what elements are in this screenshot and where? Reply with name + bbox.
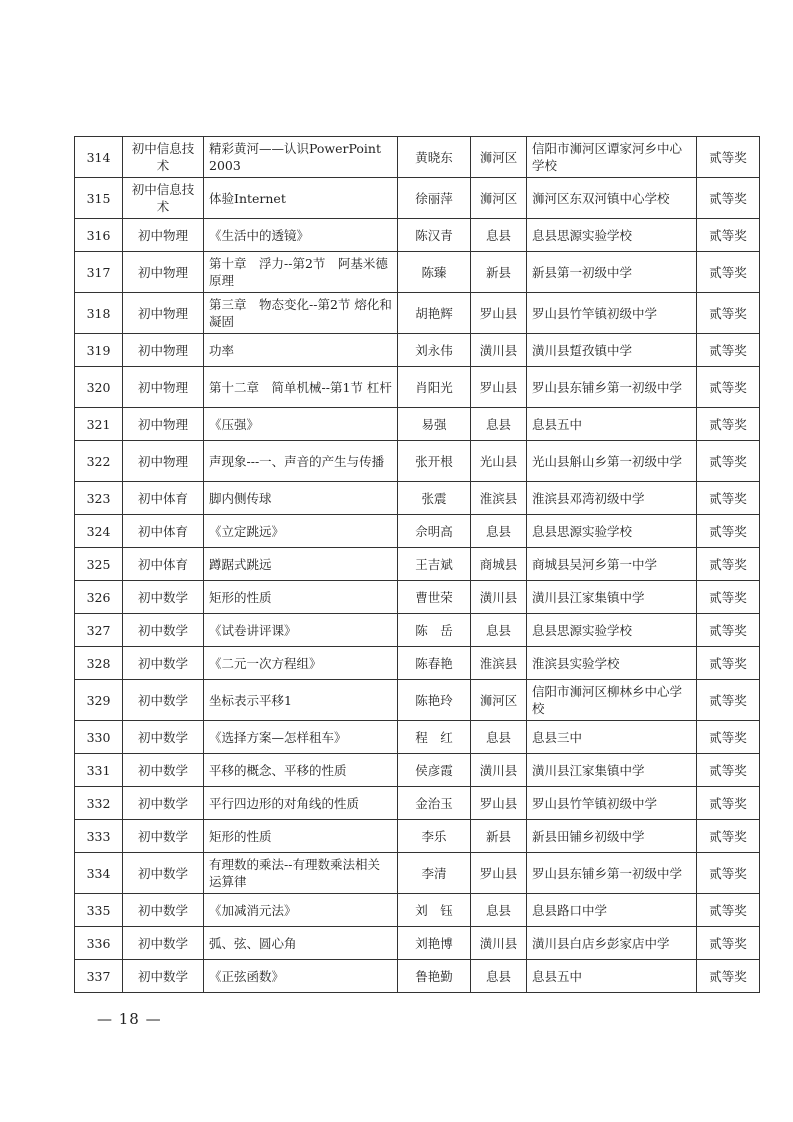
subject-cell: 初中体育 [123, 482, 204, 515]
teacher-name-cell: 张开根 [398, 441, 471, 482]
award-cell: 贰等奖 [697, 581, 760, 614]
teacher-name-cell: 陈 岳 [398, 614, 471, 647]
table-row [75, 293, 760, 334]
school-cell: 息县五中 [527, 960, 697, 993]
row-number: 318 [75, 293, 123, 334]
school-cell: 商城县吴河乡第一中学 [527, 548, 697, 581]
district-cell: 息县 [471, 614, 527, 647]
school-cell: 息县思源实验学校 [527, 515, 697, 548]
subject-cell: 初中物理 [123, 441, 204, 482]
district-cell: 新县 [471, 820, 527, 853]
teacher-name-cell: 易强 [398, 408, 471, 441]
row-number: 320 [75, 367, 123, 408]
lesson-title-cell: 精彩黄河——认识PowerPoint 2003 [204, 137, 398, 178]
table-row [75, 137, 760, 178]
district-cell: 潢川县 [471, 927, 527, 960]
row-number: 328 [75, 647, 123, 680]
teacher-name-cell: 佘明高 [398, 515, 471, 548]
school-cell: 潢川县江家集镇中学 [527, 754, 697, 787]
subject-cell: 初中体育 [123, 515, 204, 548]
district-cell: 淮滨县 [471, 482, 527, 515]
school-cell: 信阳市浉河区谭家河乡中心学校 [527, 137, 697, 178]
lesson-title-cell: 脚内侧传球 [204, 482, 398, 515]
table-row [75, 548, 760, 581]
row-number: 319 [75, 334, 123, 367]
subject-cell: 初中物理 [123, 334, 204, 367]
row-number: 335 [75, 894, 123, 927]
district-cell: 罗山县 [471, 293, 527, 334]
award-cell: 贰等奖 [697, 721, 760, 754]
school-cell: 息县思源实验学校 [527, 219, 697, 252]
subject-cell: 初中数学 [123, 853, 204, 894]
teacher-name-cell: 陈春艳 [398, 647, 471, 680]
subject-cell: 初中数学 [123, 680, 204, 721]
award-cell: 贰等奖 [697, 787, 760, 820]
teacher-name-cell: 李清 [398, 853, 471, 894]
teacher-name-cell: 侯彦霞 [398, 754, 471, 787]
awards-table-body [75, 137, 760, 993]
district-cell: 息县 [471, 219, 527, 252]
subject-cell: 初中物理 [123, 219, 204, 252]
teacher-name-cell: 胡艳辉 [398, 293, 471, 334]
award-cell: 贰等奖 [697, 927, 760, 960]
row-number: 324 [75, 515, 123, 548]
table-row [75, 754, 760, 787]
district-cell: 息县 [471, 721, 527, 754]
lesson-title-cell: 体验Internet [204, 178, 398, 219]
district-cell: 商城县 [471, 548, 527, 581]
row-number: 316 [75, 219, 123, 252]
table-row [75, 680, 760, 721]
lesson-title-cell: 蹲踞式跳远 [204, 548, 398, 581]
teacher-name-cell: 刘永伟 [398, 334, 471, 367]
district-cell: 浉河区 [471, 137, 527, 178]
row-number: 330 [75, 721, 123, 754]
table-row [75, 614, 760, 647]
row-number: 334 [75, 853, 123, 894]
lesson-title-cell: 功率 [204, 334, 398, 367]
row-number: 315 [75, 178, 123, 219]
row-number: 326 [75, 581, 123, 614]
school-cell: 罗山县竹竿镇初级中学 [527, 787, 697, 820]
teacher-name-cell: 张震 [398, 482, 471, 515]
award-cell: 贰等奖 [697, 334, 760, 367]
school-cell: 新县田铺乡初级中学 [527, 820, 697, 853]
award-cell: 贰等奖 [697, 548, 760, 581]
award-cell: 贰等奖 [697, 293, 760, 334]
row-number: 337 [75, 960, 123, 993]
subject-cell: 初中数学 [123, 927, 204, 960]
teacher-name-cell: 黄晓东 [398, 137, 471, 178]
teacher-name-cell: 刘艳博 [398, 927, 471, 960]
district-cell: 息县 [471, 515, 527, 548]
table-row [75, 367, 760, 408]
lesson-title-cell: 《压强》 [204, 408, 398, 441]
teacher-name-cell: 王吉斌 [398, 548, 471, 581]
row-number: 332 [75, 787, 123, 820]
lesson-title-cell: 《选择方案—怎样租车》 [204, 721, 398, 754]
award-cell: 贰等奖 [697, 441, 760, 482]
row-number: 331 [75, 754, 123, 787]
award-cell: 贰等奖 [697, 515, 760, 548]
teacher-name-cell: 鲁艳勤 [398, 960, 471, 993]
subject-cell: 初中数学 [123, 960, 204, 993]
row-number: 327 [75, 614, 123, 647]
school-cell: 息县路口中学 [527, 894, 697, 927]
award-cell: 贰等奖 [697, 408, 760, 441]
school-cell: 光山县斛山乡第一初级中学 [527, 441, 697, 482]
row-number: 336 [75, 927, 123, 960]
subject-cell: 初中数学 [123, 894, 204, 927]
lesson-title-cell: 坐标表示平移1 [204, 680, 398, 721]
district-cell: 淮滨县 [471, 647, 527, 680]
subject-cell: 初中数学 [123, 754, 204, 787]
lesson-title-cell: 平移的概念、平移的性质 [204, 754, 398, 787]
table-row [75, 178, 760, 219]
school-cell: 潢川县江家集镇中学 [527, 581, 697, 614]
teacher-name-cell: 陈艳玲 [398, 680, 471, 721]
school-cell: 新县第一初级中学 [527, 252, 697, 293]
row-number: 333 [75, 820, 123, 853]
district-cell: 光山县 [471, 441, 527, 482]
subject-cell: 初中物理 [123, 252, 204, 293]
row-number: 317 [75, 252, 123, 293]
award-cell: 贰等奖 [697, 137, 760, 178]
school-cell: 息县五中 [527, 408, 697, 441]
district-cell: 潢川县 [471, 581, 527, 614]
lesson-title-cell: 矩形的性质 [204, 581, 398, 614]
lesson-title-cell: 矩形的性质 [204, 820, 398, 853]
lesson-title-cell: 第十二章 简单机械--第1节 杠杆 [204, 367, 398, 408]
subject-cell: 初中数学 [123, 721, 204, 754]
district-cell: 息县 [471, 894, 527, 927]
teacher-name-cell: 陈汉青 [398, 219, 471, 252]
lesson-title-cell: 平行四边形的对角线的性质 [204, 787, 398, 820]
lesson-title-cell: 《正弦函数》 [204, 960, 398, 993]
teacher-name-cell: 陈臻 [398, 252, 471, 293]
teacher-name-cell: 曹世荣 [398, 581, 471, 614]
district-cell: 罗山县 [471, 787, 527, 820]
lesson-title-cell: 弧、弦、圆心角 [204, 927, 398, 960]
table-row [75, 581, 760, 614]
table-row [75, 441, 760, 482]
table-row [75, 820, 760, 853]
district-cell: 罗山县 [471, 853, 527, 894]
district-cell: 罗山县 [471, 367, 527, 408]
subject-cell: 初中数学 [123, 614, 204, 647]
teacher-name-cell: 刘 钰 [398, 894, 471, 927]
table-row [75, 721, 760, 754]
row-number: 322 [75, 441, 123, 482]
subject-cell: 初中物理 [123, 408, 204, 441]
subject-cell: 初中信息技术 [123, 178, 204, 219]
school-cell: 罗山县竹竿镇初级中学 [527, 293, 697, 334]
lesson-title-cell: 有理数的乘法--有理数乘法相关运算律 [204, 853, 398, 894]
school-cell: 潢川县白店乡彭家店中学 [527, 927, 697, 960]
award-cell: 贰等奖 [697, 252, 760, 293]
row-number: 325 [75, 548, 123, 581]
teacher-name-cell: 程 红 [398, 721, 471, 754]
school-cell: 潢川县踅孜镇中学 [527, 334, 697, 367]
district-cell: 息县 [471, 408, 527, 441]
subject-cell: 初中数学 [123, 581, 204, 614]
lesson-title-cell: 《二元一次方程组》 [204, 647, 398, 680]
table-row [75, 482, 760, 515]
award-cell: 贰等奖 [697, 960, 760, 993]
table-row [75, 408, 760, 441]
teacher-name-cell: 肖阳光 [398, 367, 471, 408]
school-cell: 信阳市浉河区柳林乡中心学校 [527, 680, 697, 721]
district-cell: 息县 [471, 960, 527, 993]
award-cell: 贰等奖 [697, 367, 760, 408]
teacher-name-cell: 金治玉 [398, 787, 471, 820]
awards-table [74, 136, 760, 993]
table-row [75, 927, 760, 960]
subject-cell: 初中数学 [123, 647, 204, 680]
table-row [75, 252, 760, 293]
table-row [75, 334, 760, 367]
lesson-title-cell: 第十章 浮力--第2节 阿基米德原理 [204, 252, 398, 293]
row-number: 321 [75, 408, 123, 441]
award-cell: 贰等奖 [697, 820, 760, 853]
lesson-title-cell: 《立定跳远》 [204, 515, 398, 548]
award-cell: 贰等奖 [697, 853, 760, 894]
teacher-name-cell: 徐丽萍 [398, 178, 471, 219]
table-row [75, 515, 760, 548]
district-cell: 潢川县 [471, 334, 527, 367]
subject-cell: 初中数学 [123, 820, 204, 853]
school-cell: 息县思源实验学校 [527, 614, 697, 647]
school-cell: 息县三中 [527, 721, 697, 754]
lesson-title-cell: 《加减消元法》 [204, 894, 398, 927]
lesson-title-cell: 《试卷讲评课》 [204, 614, 398, 647]
table-row [75, 219, 760, 252]
district-cell: 潢川县 [471, 754, 527, 787]
page-number: — 18 — [97, 1010, 162, 1028]
lesson-title-cell: 声现象---一、声音的产生与传播 [204, 441, 398, 482]
row-number: 314 [75, 137, 123, 178]
award-cell: 贰等奖 [697, 219, 760, 252]
table-row [75, 787, 760, 820]
award-cell: 贰等奖 [697, 647, 760, 680]
row-number: 329 [75, 680, 123, 721]
award-cell: 贰等奖 [697, 178, 760, 219]
lesson-title-cell: 第三章 物态变化--第2节 熔化和凝固 [204, 293, 398, 334]
subject-cell: 初中信息技术 [123, 137, 204, 178]
table-row [75, 894, 760, 927]
school-cell: 浉河区东双河镇中心学校 [527, 178, 697, 219]
award-cell: 贰等奖 [697, 614, 760, 647]
subject-cell: 初中物理 [123, 293, 204, 334]
table-row [75, 647, 760, 680]
district-cell: 浉河区 [471, 680, 527, 721]
school-cell: 淮滨县实验学校 [527, 647, 697, 680]
school-cell: 罗山县东铺乡第一初级中学 [527, 367, 697, 408]
award-cell: 贰等奖 [697, 754, 760, 787]
subject-cell: 初中数学 [123, 787, 204, 820]
lesson-title-cell: 《生活中的透镜》 [204, 219, 398, 252]
teacher-name-cell: 李乐 [398, 820, 471, 853]
row-number: 323 [75, 482, 123, 515]
school-cell: 罗山县东铺乡第一初级中学 [527, 853, 697, 894]
table-row [75, 853, 760, 894]
award-cell: 贰等奖 [697, 680, 760, 721]
district-cell: 浉河区 [471, 178, 527, 219]
subject-cell: 初中体育 [123, 548, 204, 581]
table-row [75, 960, 760, 993]
school-cell: 淮滨县邓湾初级中学 [527, 482, 697, 515]
district-cell: 新县 [471, 252, 527, 293]
award-cell: 贰等奖 [697, 482, 760, 515]
subject-cell: 初中物理 [123, 367, 204, 408]
award-cell: 贰等奖 [697, 894, 760, 927]
